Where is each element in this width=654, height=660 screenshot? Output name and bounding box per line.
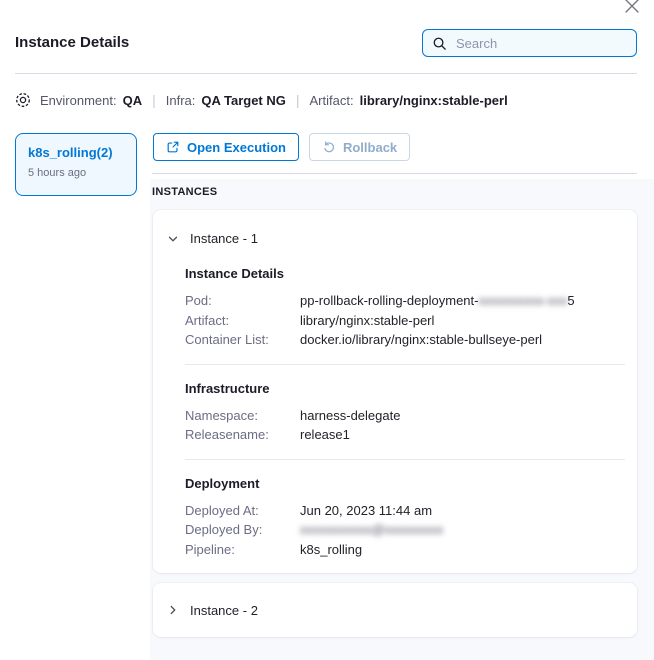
search-input[interactable] [454, 35, 627, 52]
pipeline-label: Pipeline: [185, 541, 235, 557]
deployment-section-heading: Deployment [185, 475, 260, 491]
instance-1-card [153, 210, 637, 573]
deployed-at-value: Jun 20, 2023 11:44 am [300, 502, 433, 518]
artifact-label: Artifact: [309, 92, 354, 108]
pod-label: Pod: [185, 293, 212, 308]
namespace-label: Namespace: [185, 407, 258, 423]
deployed-at-label: Deployed At: [185, 502, 259, 518]
pod-value: pp-rollback-rolling-deployment-xxxxxxxxxx-xxx5 [300, 293, 575, 308]
deployed-at-row [185, 501, 625, 521]
releasename-label: Releasename: [185, 427, 269, 442]
artifact-row-value: library/nginx:stable-perl [300, 312, 435, 328]
releasename-value: release1 [300, 427, 350, 442]
instance-details-section-heading: Instance Details [185, 266, 284, 281]
search-box [422, 29, 637, 57]
execution-card[interactable] [15, 133, 137, 196]
infra-label: Infra: [165, 92, 196, 108]
environment-target-icon [15, 92, 31, 108]
divider [185, 459, 625, 460]
rollback-icon [322, 140, 336, 154]
separator: | [152, 92, 156, 108]
instance-1-details [185, 266, 625, 559]
chevron-down-icon [166, 232, 180, 246]
environment-label: Environment: [40, 92, 117, 108]
instances-heading: INSTANCES [152, 186, 218, 198]
execution-card-time: 5 hours ago [28, 167, 87, 179]
container-list-row [185, 330, 625, 350]
environment-value: QA [122, 92, 143, 108]
chevron-right-icon [166, 603, 180, 617]
deployed-by-label: Deployed By: [185, 522, 263, 537]
separator: | [295, 92, 300, 108]
deployed-by-redacted-value: xxxxxxxxxxx@xxxxxxxxx [300, 522, 444, 537]
search-icon [432, 36, 447, 51]
pod-redacted-text: xxxxxxxxxx-xxx [478, 293, 568, 308]
instance-1-toggle[interactable] [153, 210, 637, 246]
action-buttons [153, 133, 410, 161]
instance-2-card [153, 583, 637, 637]
page-title: Instance Details [15, 34, 130, 51]
open-execution-label: Open Execution [187, 139, 286, 155]
container-list-value: docker.io/library/nginx:stable-bullseye-perl [300, 332, 543, 347]
external-link-icon [166, 140, 180, 154]
pipeline-value: k8s_rolling [300, 541, 363, 557]
instance-1-title: Instance - 1 [190, 231, 258, 246]
rollback-button[interactable] [309, 133, 410, 161]
divider [185, 364, 625, 365]
pod-row [185, 291, 625, 311]
pipeline-row [185, 540, 625, 560]
infrastructure-section-heading: Infrastructure [185, 380, 270, 396]
divider [152, 173, 637, 174]
deployed-by-row [185, 520, 625, 540]
open-execution-button[interactable] [153, 133, 299, 161]
environment-bar [15, 90, 508, 110]
artifact-value: library/nginx:stable-perl [359, 92, 508, 108]
instance-2-toggle[interactable] [153, 583, 637, 637]
divider [15, 73, 637, 74]
close-icon[interactable] [622, 0, 642, 16]
artifact-row [185, 311, 625, 331]
releasename-row [185, 425, 625, 445]
container-list-label: Container List: [185, 332, 269, 347]
namespace-value: harness-delegate [300, 407, 401, 423]
rollback-label: Rollback [342, 139, 398, 155]
namespace-row [185, 406, 625, 426]
instance-2-title: Instance - 2 [190, 602, 258, 618]
execution-card-title: k8s_rolling(2) [28, 145, 113, 160]
artifact-row-label: Artifact: [185, 312, 230, 328]
infra-value: QA Target NG [201, 92, 286, 108]
